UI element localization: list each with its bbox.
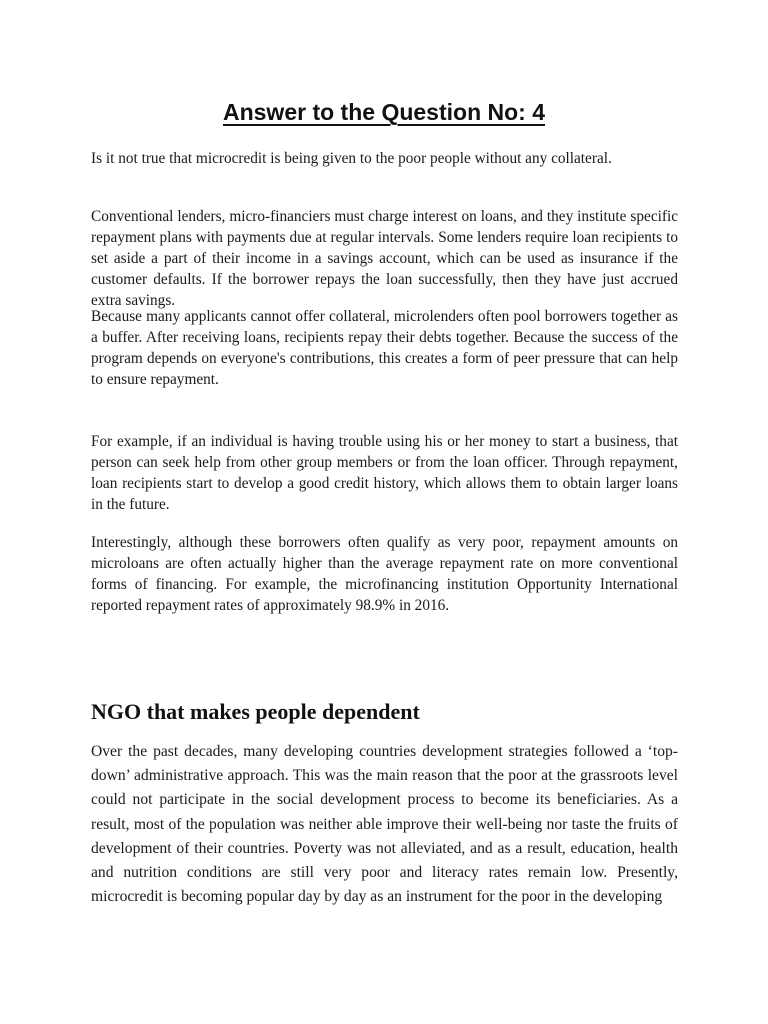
paragraph-collateral-question: Is it not true that microcredit is being given to the poor people without any collateral. bbox=[91, 150, 612, 167]
paragraph-repayment-rates: Interestingly, although these borrowers often qualify as very poor, repayment amounts on microloans are often actually higher than the average repayment rate on more conventional forms of financing. For example, the microfinancing institution Opportunity International reported repayment rates of approximately 98.9% in 2016. bbox=[91, 534, 678, 614]
document-title-text: Answer to the Question No: 4 bbox=[222, 99, 546, 125]
document-title bbox=[0, 96, 768, 128]
paragraph-top-down-approach: Over the past decades, many developing countries development strategies followed a ‘top-down’ administrative approach. This was the main reason that the poor at the grassroots level could not participate in the social development process to become its beneficiaries. As a result, most of the population was neither able improve their well-being nor taste the fruits of development of their countries. Poverty was not alleviated, and as a result, education, health and nutrition conditions are still very poor and literacy rates remain low. Presently, microcredit is becoming popular day by day as an instrument for the poor in the developing bbox=[91, 743, 678, 906]
paragraph-conventional-lenders: Conventional lenders, micro-financiers must charge interest on loans, and they institute specific repayment plans with payments due at regular intervals. Some lenders require loan recipients to set aside a part of their income in a savings account, which can be used as insurance if the customer defaults. If the borrower repays the loan successfully, then they have just accrued extra savings. bbox=[91, 208, 678, 309]
paragraph-example-business: For example, if an individual is having trouble using his or her money to start a business, that person can seek help from other group members or from the loan officer. Through repayment, loan recipients start to develop a good credit history, which allows them to obtain larger loans in the future. bbox=[91, 433, 678, 513]
paragraph-pooled-borrowers: Because many applicants cannot offer collateral, microlenders often pool borrowers together as a buffer. After receiving loans, recipients repay their debts together. Because the success of the program depends on everyone's contributions, this creates a form of peer pressure that can help to ensure repayment. bbox=[91, 308, 678, 388]
section-heading: NGO that makes people dependent bbox=[91, 699, 420, 724]
